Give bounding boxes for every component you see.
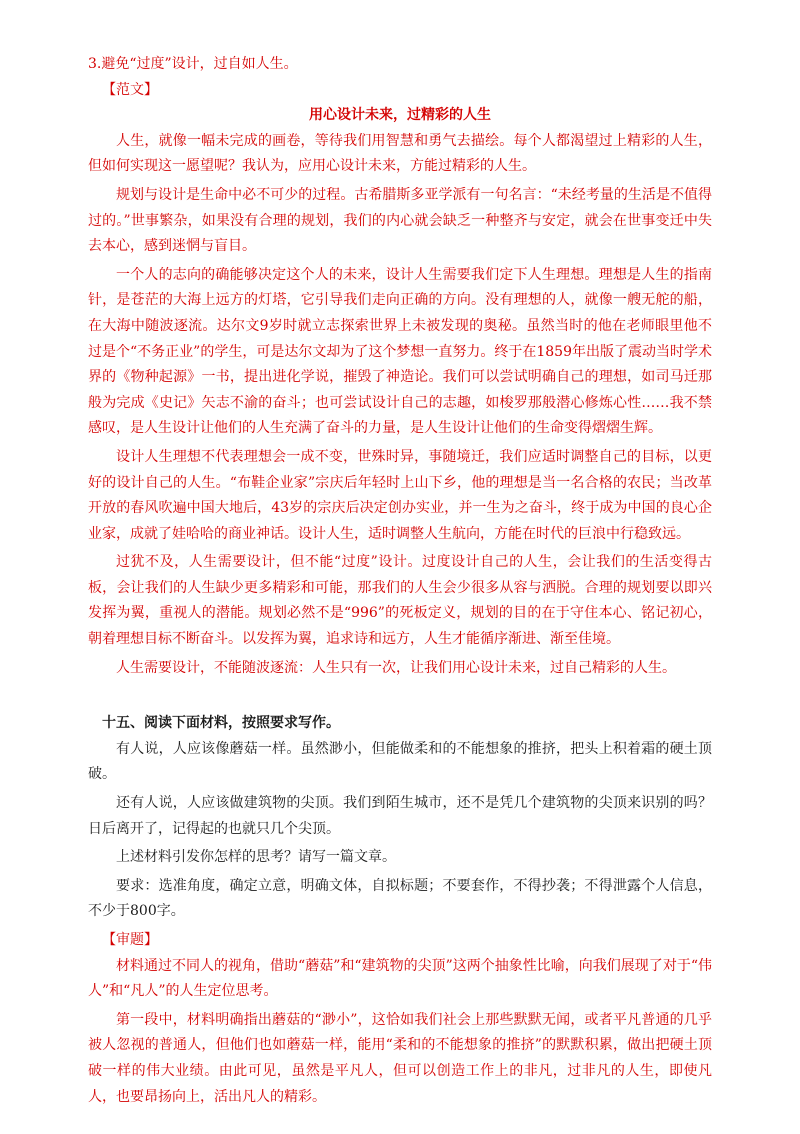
essay-paragraph-2: 规划与设计是生命中必不可少的过程。古希腊斯多亚学派有一句名言：“未经考量的生活是不值得过的。”世事繁杂，如果没有合理的规划，我们的内心就会缺乏一种整齐与安定，就会在世事变迁中失去本心，感到迷惘与盲目。 [88, 186, 712, 255]
essay-title: 用心设计未来，过精彩的人生 [309, 107, 491, 124]
material-paragraph-2: 还有人说，人应该做建筑物的尖顶。我们到陌生城市，还不是凭几个建筑物的尖顶来识别的吗？日后离开了，记得起的也就只几个尖顶。 [88, 795, 712, 837]
essay-paragraph-4: 设计人生理想不代表理想会一成不变，世殊时异，事随境迁，我们应适时调整自己的目标，以更好的设计自己的人生。“布鞋企业家”宗庆后年轻时上山下乡，他的理想是当一名合格的农民；当改革开放的春风吹遍中国大地后，43岁的宗庆后决定创办实业，并一生为之奋斗，终于成为中国的良心企业家，成就了娃哈哈的商业神话。设计人生，适时调整人生航向，方能在时代的巨浪中行稳致远。 [88, 448, 712, 542]
material-paragraph-1: 有人说，人应该像蘑菇一样。虽然渺小，但能做柔和的不能想象的推挤，把头上积着霜的硬土顶破。 [88, 740, 712, 783]
essay-paragraph-3: 一个人的志向的确能够决定这个人的未来，设计人生需要我们定下人生理想。理想是人生的指南针，是苍茫的大海上远方的灯塔，它引导我们走向正确的方向。没有理想的人，就像一艘无舵的船，在大海中随波逐流。达尔文9岁时就立志探索世界上未被发现的奥秘。虽然当时的他在老师眼里他不过是个“不务正业”的学生，可是达尔文却为了这个梦想一直努力。终于在1859年出版了震动当时学术界的《物种起源》一书，提出进化学说，摧毁了神造论。我们可以尝试明确自己的理想，如司马迁那般为完成《史记》矢志不渝的奋斗；也可尝试设计自己的志趣，如梭罗那般潜心修炼心性……我不禁感叹，是人生设计让他们的人生充满了奋斗的力量，是人生设计让他们的生命变得熠熠生辉。 [88, 266, 712, 437]
writing-prompt: 上述材料引发你怎样的思考？请写一篇文章。 [116, 849, 396, 866]
essay-paragraph-1: 人生，就像一幅未完成的画卷，等待我们用智慧和勇气去描绘。每个人都渴望过上精彩的人生，但如何实现这一愿望呢？我认为，应用心设计未来，方能过精彩的人生。 [88, 132, 712, 175]
question-heading: 十五、阅读下面材料，按照要求写作。 [102, 715, 340, 732]
writing-requirements: 要求：选准角度，确定立意，明确文体，自拟标题；不要套作，不得抄袭；不得泄露个人信息，不少于800字。 [88, 877, 712, 920]
analysis-label: 【审题】 [102, 932, 158, 948]
essay-paragraph-5: 过犹不及，人生需要设计，但不能“过度”设计。过度设计自己的人生，会让我们的生活变得古板，会让我们的人生缺少更多精彩和可能，那我们的人生会少很多从容与洒脱。合理的规划要以即兴发挥为翼，重视人的潜能。规划必然不是“996”的死板定义，规划的目的在于守住本心、铭记初心，朝着理想目标不断奋斗。以发挥为翼，追求诗和远方，人生才能循序渐进、渐至佳境。 [88, 554, 712, 648]
point-3-heading: 3.避免“过度”设计，过自如人生。 [88, 56, 298, 72]
sample-essay-label: 【范文】 [102, 81, 158, 98]
essay-paragraph-6: 人生需要设计，不能随波逐流：人生只有一次，让我们用心设计未来，过自己精彩的人生。 [116, 659, 676, 676]
analysis-paragraph-1: 材料通过不同人的视角，借助“蘑菇”和“建筑物的尖顶”这两个抽象性比喻，向我们展现了对于“伟人”和“凡人”的人生定位思考。 [88, 957, 712, 1000]
analysis-paragraph-2: 第一段中，材料明确指出蘑菇的“渺小”，这恰如我们社会上那些默默无闻，或者平凡普通的几乎被人忽视的普通人，但他们也如蘑菇一样，能用“柔和的不能想象的推挤”的默默积累，做出把硬土顶破一样的伟大业绩。由此可见，虽然是平凡人，但可以创造工作上的非凡，过非凡的人生，即使凡人，也要昂扬向上，活出凡人的精彩。 [88, 1011, 712, 1105]
